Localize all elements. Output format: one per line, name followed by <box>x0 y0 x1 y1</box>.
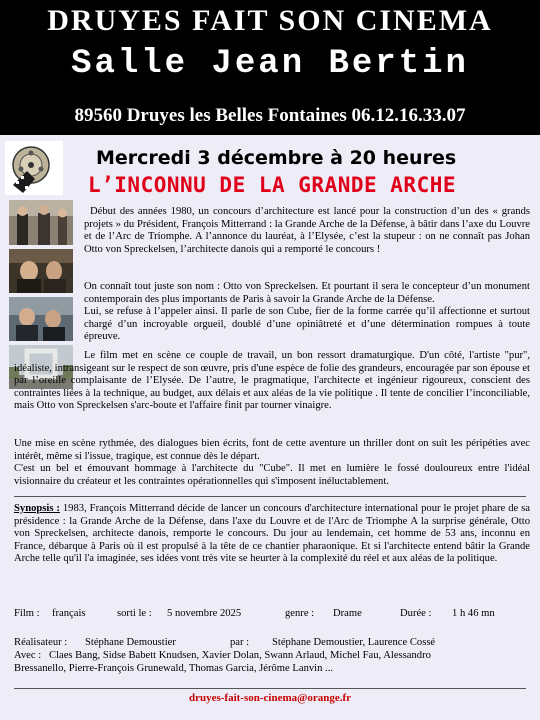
duration-label: Durée : <box>400 608 432 619</box>
contact-email[interactable]: druyes-fait-son-cinema@orange.fr <box>188 692 352 704</box>
cast-line: Bressanello, Pierre-François Grunewald, Thomas Garcia, Jérôme Lanvin ... <box>14 663 333 674</box>
address-phone: 89560 Druyes les Belles Fontaines 06.12.16.33.07 <box>74 105 466 126</box>
film-language-value: français <box>52 608 86 619</box>
release-label: sorti le : <box>117 608 152 619</box>
film-still-2 <box>9 249 73 293</box>
cinema-logo-icon <box>5 141 63 195</box>
description-paragraph: C'est un bel et émouvant hommage à l'architecte du "Cube". Il met en lumière le fossé douloureux entre l'idéal visionnaire du créateur et les contraintes opérationnelles qui s'imposent inéluctablement. <box>14 463 530 487</box>
release-date: 5 novembre 2025 <box>167 608 242 619</box>
film-still-1 <box>9 200 73 245</box>
screening-date: Mercredi 3 décembre à 20 heures <box>96 147 457 169</box>
synopsis-label: Synopsis : <box>14 503 60 514</box>
genre-label: genre : <box>285 608 315 619</box>
description-paragraph: Début des années 1980, un concours d’architecture est lancé pour la construction d’un des « grands projets » du Président, François Mitterrand : la Grande Arche de la Défense, à bâtir dans l’axe du Louvre et de l’Arc de Triomphe. A l’annonce du lauréat, à l’Elysée, c’est la stupeur : on ne connaît pas Johan Otto von Spreckelsen, l’architecte danois qui a remporté le concours ! <box>84 206 530 255</box>
movie-title: L’INCONNU DE LA GRANDE ARCHE <box>88 173 457 197</box>
hall-name: Salle Jean Bertin <box>71 45 469 83</box>
cast-label: Avec : <box>14 650 42 661</box>
description-paragraph: Le film met en scène ce couple de travail, un bon ressort dramaturgique. D'un côté, l'artiste "pur", idéaliste, intransigeant sur le respect de son œuvre, pris d'une espèce de folie des grandeurs, encouragée par son épouse et par l’oreille complaisante de l’Elysée. De l’autre, le pragmatique, l'architecte et ingénieur rigoureux, conscient des contraintes liées à la technique, au budget, aux délais et aux aléas de la vie politique . Il tente de concilier l’inconciliable, mais Otto von Spreckelsen s'arc-boute et l'affaire finit par tourner vinaigre. <box>14 350 530 411</box>
film-language-label: Film : <box>14 608 40 619</box>
screenplay-label: par : <box>230 637 250 648</box>
description-paragraph: Une mise en scène rythmée, des dialogues bien écrits, font de cette aventure un thriller dont on suit les péripéties avec intérêt, même si l'issue, tragique, est connue dès le départ. <box>14 438 530 462</box>
synopsis <box>14 503 530 566</box>
cinema-title: DRUYES FAIT SON CINEMA <box>47 4 493 37</box>
director-value: Stéphane Demoustier <box>85 637 176 648</box>
description-paragraph: Lui, se refuse à l’appeler ainsi. Il parle de son Cube, fier de la forme carrée qu’il affectionne et surtout chargé d’un incroyable orgueil, doublé d’une opiniâtreté et d’une détermination rompues à toute épreuve. <box>84 306 530 342</box>
director-label: Réalisateur : <box>14 637 68 648</box>
header-banner <box>0 0 540 135</box>
film-still-3 <box>9 297 73 341</box>
divider <box>14 496 526 497</box>
cast-line: Claes Bang, Sidse Babett Knudsen, Xavier Dolan, Swann Arlaud, Michel Fau, Alessandro <box>49 650 431 661</box>
duration-value: 1 h 46 mn <box>452 608 495 619</box>
description-paragraph: On connaît tout juste son nom : Otto von Spreckelsen. Et pourtant il sera le concepteur d’un monument contemporain des plus importants de Paris à savoir la Grande Arche de la Défense. <box>84 281 530 305</box>
synopsis-text: 1983, François Mitterrand décide de lancer un concours d'architecture international pour le projet phare de sa présidence : la Grande Arche de la Défense, dans l'axe du Louvre et de l'Arc de Triomphe A la surprise générale, Otto von Spreckelsen, architecte danois, remporte le concours. Du jour au lendemain, cet homme de 53 ans, inconnu en France, débarque à Paris où il est propulsé à la tête de ce chantier pharaonique. Et si l'architecte entend bâtir la Grande Arche telle qu'il l'a imaginée, ses idées vont très vite se heurter à la complexité du réel et aux aléas de la politique. <box>14 503 530 564</box>
divider <box>14 688 526 689</box>
screenplay-value: Stéphane Demoustier, Laurence Cossé <box>272 637 436 648</box>
genre-value: Drame <box>333 608 362 619</box>
